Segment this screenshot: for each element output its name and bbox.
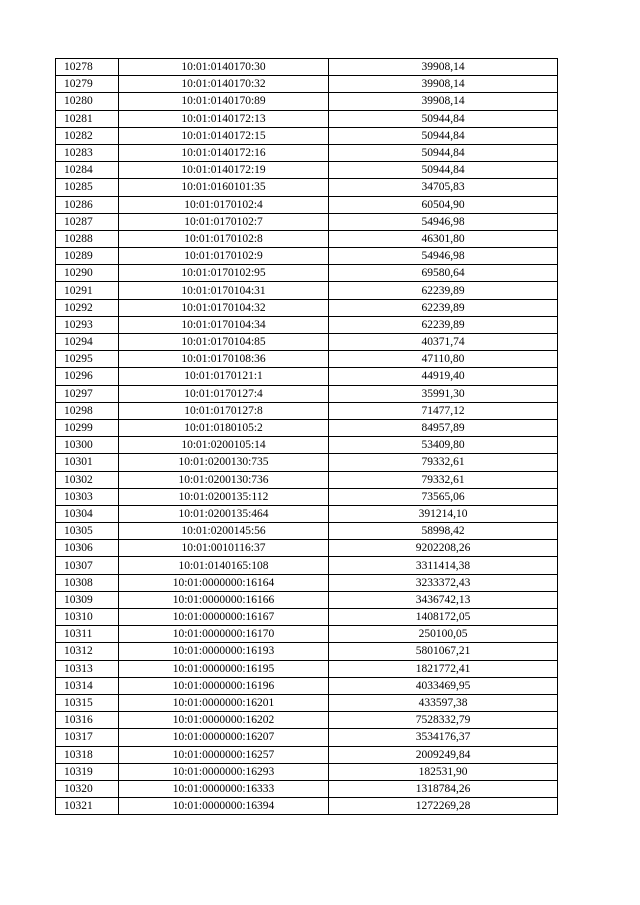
table-row xyxy=(56,540,558,557)
cadastral-value-cell: 182531,90 xyxy=(329,763,558,780)
row-number-cell: 10310 xyxy=(56,609,119,626)
cadastral-number-cell: 10:01:0140165:108 xyxy=(119,557,329,574)
table-row xyxy=(56,110,558,127)
cadastral-number-cell: 10:01:0000000:16394 xyxy=(119,798,329,815)
cadastral-number-cell: 10:01:0170104:34 xyxy=(119,316,329,333)
table-row xyxy=(56,162,558,179)
cadastral-number-cell: 10:01:0200145:56 xyxy=(119,523,329,540)
cadastral-value-cell: 84957,89 xyxy=(329,419,558,436)
table-row xyxy=(56,574,558,591)
cadastral-value-cell: 433597,38 xyxy=(329,694,558,711)
cadastral-number-cell: 10:01:0140172:15 xyxy=(119,127,329,144)
table-row xyxy=(56,780,558,797)
cadastral-number-cell: 10:01:0000000:16196 xyxy=(119,677,329,694)
row-number-cell: 10281 xyxy=(56,110,119,127)
cadastral-number-cell: 10:01:0170102:9 xyxy=(119,248,329,265)
cadastral-number-cell: 10:01:0010116:37 xyxy=(119,540,329,557)
row-number-cell: 10290 xyxy=(56,265,119,282)
row-number-cell: 10311 xyxy=(56,626,119,643)
table-row xyxy=(56,419,558,436)
table-row xyxy=(56,59,558,76)
row-number-cell: 10321 xyxy=(56,798,119,815)
table-row xyxy=(56,471,558,488)
cadastral-value-cell: 50944,84 xyxy=(329,127,558,144)
row-number-cell: 10285 xyxy=(56,179,119,196)
table-row xyxy=(56,729,558,746)
cadastral-value-cell: 9202208,26 xyxy=(329,540,558,557)
cadastral-number-cell: 10:01:0140170:32 xyxy=(119,76,329,93)
row-number-cell: 10308 xyxy=(56,574,119,591)
cadastral-value-cell: 60504,90 xyxy=(329,196,558,213)
cadastral-number-cell: 10:01:0170102:4 xyxy=(119,196,329,213)
cadastral-number-cell: 10:01:0170104:31 xyxy=(119,282,329,299)
table-row xyxy=(56,694,558,711)
table-row xyxy=(56,93,558,110)
cadastral-value-cell: 39908,14 xyxy=(329,93,558,110)
cadastral-value-cell: 53409,80 xyxy=(329,437,558,454)
cadastral-number-cell: 10:01:0000000:16193 xyxy=(119,643,329,660)
cadastral-number-cell: 10:01:0170102:8 xyxy=(119,230,329,247)
row-number-cell: 10306 xyxy=(56,540,119,557)
row-number-cell: 10278 xyxy=(56,59,119,76)
cadastral-value-cell: 35991,30 xyxy=(329,385,558,402)
cadastral-number-cell: 10:01:0170127:4 xyxy=(119,385,329,402)
row-number-cell: 10283 xyxy=(56,144,119,161)
cadastral-number-cell: 10:01:0000000:16164 xyxy=(119,574,329,591)
cadastral-number-cell: 10:01:0000000:16207 xyxy=(119,729,329,746)
cadastral-number-cell: 10:01:0000000:16293 xyxy=(119,763,329,780)
row-number-cell: 10320 xyxy=(56,780,119,797)
cadastral-number-cell: 10:01:0000000:16257 xyxy=(119,746,329,763)
row-number-cell: 10296 xyxy=(56,368,119,385)
cadastral-number-cell: 10:01:0000000:16333 xyxy=(119,780,329,797)
cadastral-value-cell: 1408172,05 xyxy=(329,609,558,626)
table-row xyxy=(56,385,558,402)
table-row xyxy=(56,334,558,351)
cadastral-value-cell: 3233372,43 xyxy=(329,574,558,591)
cadastral-number-cell: 10:01:0000000:16166 xyxy=(119,591,329,608)
table-row xyxy=(56,746,558,763)
row-number-cell: 10291 xyxy=(56,282,119,299)
table-row xyxy=(56,196,558,213)
row-number-cell: 10286 xyxy=(56,196,119,213)
cadastral-value-cell: 62239,89 xyxy=(329,282,558,299)
table-row xyxy=(56,437,558,454)
cadastral-number-cell: 10:01:0140172:13 xyxy=(119,110,329,127)
row-number-cell: 10319 xyxy=(56,763,119,780)
table-row xyxy=(56,402,558,419)
cadastral-value-cell: 71477,12 xyxy=(329,402,558,419)
table-row xyxy=(56,798,558,815)
row-number-cell: 10289 xyxy=(56,248,119,265)
cadastral-number-cell: 10:01:0140172:19 xyxy=(119,162,329,179)
table-row xyxy=(56,316,558,333)
cadastral-number-cell: 10:01:0140170:89 xyxy=(119,93,329,110)
document-page xyxy=(55,58,547,815)
row-number-cell: 10295 xyxy=(56,351,119,368)
cadastral-value-cell: 62239,89 xyxy=(329,316,558,333)
cadastral-number-cell: 10:01:0160101:35 xyxy=(119,179,329,196)
cadastral-number-cell: 10:01:0200105:14 xyxy=(119,437,329,454)
cadastral-number-cell: 10:01:0170108:36 xyxy=(119,351,329,368)
cadastral-number-cell: 10:01:0170127:8 xyxy=(119,402,329,419)
cadastral-value-cell: 50944,84 xyxy=(329,144,558,161)
cadastral-number-cell: 10:01:0200135:112 xyxy=(119,488,329,505)
row-number-cell: 10307 xyxy=(56,557,119,574)
table-row xyxy=(56,230,558,247)
cadastral-value-cell: 62239,89 xyxy=(329,299,558,316)
row-number-cell: 10279 xyxy=(56,76,119,93)
cadastral-value-cell: 50944,84 xyxy=(329,110,558,127)
cadastral-value-cell: 391214,10 xyxy=(329,505,558,522)
cadastral-value-cell: 54946,98 xyxy=(329,248,558,265)
table-row xyxy=(56,351,558,368)
cadastral-value-cell: 54946,98 xyxy=(329,213,558,230)
table-row xyxy=(56,557,558,574)
cadastral-number-cell: 10:01:0170102:7 xyxy=(119,213,329,230)
cadastral-number-cell: 10:01:0180105:2 xyxy=(119,419,329,436)
cadastral-value-cell: 250100,05 xyxy=(329,626,558,643)
row-number-cell: 10303 xyxy=(56,488,119,505)
cadastral-value-cell: 79332,61 xyxy=(329,454,558,471)
cadastral-value-cell: 2009249,84 xyxy=(329,746,558,763)
cadastral-number-cell: 10:01:0170121:1 xyxy=(119,368,329,385)
cadastral-value-cell: 1272269,28 xyxy=(329,798,558,815)
cadastral-number-cell: 10:01:0200135:464 xyxy=(119,505,329,522)
table-row xyxy=(56,660,558,677)
row-number-cell: 10312 xyxy=(56,643,119,660)
row-number-cell: 10297 xyxy=(56,385,119,402)
row-number-cell: 10294 xyxy=(56,334,119,351)
cadastral-value-cell: 3534176,37 xyxy=(329,729,558,746)
row-number-cell: 10280 xyxy=(56,93,119,110)
table-row xyxy=(56,626,558,643)
cadastral-number-cell: 10:01:0000000:16201 xyxy=(119,694,329,711)
row-number-cell: 10288 xyxy=(56,230,119,247)
cadastral-number-cell: 10:01:0170102:95 xyxy=(119,265,329,282)
cadastral-value-cell: 4033469,95 xyxy=(329,677,558,694)
table-body xyxy=(56,59,558,815)
row-number-cell: 10284 xyxy=(56,162,119,179)
table-row xyxy=(56,368,558,385)
cadastral-value-cell: 39908,14 xyxy=(329,59,558,76)
row-number-cell: 10313 xyxy=(56,660,119,677)
table-row xyxy=(56,127,558,144)
cadastral-value-cell: 79332,61 xyxy=(329,471,558,488)
table-row xyxy=(56,712,558,729)
row-number-cell: 10287 xyxy=(56,213,119,230)
row-number-cell: 10304 xyxy=(56,505,119,522)
row-number-cell: 10314 xyxy=(56,677,119,694)
table-row xyxy=(56,643,558,660)
cadastral-number-cell: 10:01:0140172:16 xyxy=(119,144,329,161)
cadastral-number-cell: 10:01:0200130:735 xyxy=(119,454,329,471)
row-number-cell: 10316 xyxy=(56,712,119,729)
row-number-cell: 10282 xyxy=(56,127,119,144)
cadastral-value-cell: 3311414,38 xyxy=(329,557,558,574)
table-row xyxy=(56,282,558,299)
table-row xyxy=(56,454,558,471)
row-number-cell: 10305 xyxy=(56,523,119,540)
table-row xyxy=(56,763,558,780)
cadastral-number-cell: 10:01:0000000:16195 xyxy=(119,660,329,677)
cadastral-number-cell: 10:01:0200130:736 xyxy=(119,471,329,488)
cadastral-value-cell: 1821772,41 xyxy=(329,660,558,677)
row-number-cell: 10318 xyxy=(56,746,119,763)
row-number-cell: 10300 xyxy=(56,437,119,454)
cadastral-number-cell: 10:01:0170104:32 xyxy=(119,299,329,316)
row-number-cell: 10292 xyxy=(56,299,119,316)
cadastral-value-cell: 39908,14 xyxy=(329,76,558,93)
cadastral-value-cell: 7528332,79 xyxy=(329,712,558,729)
cadastral-value-cell: 1318784,26 xyxy=(329,780,558,797)
row-number-cell: 10298 xyxy=(56,402,119,419)
cadastral-number-cell: 10:01:0140170:30 xyxy=(119,59,329,76)
cadastral-number-cell: 10:01:0000000:16167 xyxy=(119,609,329,626)
cadastral-value-cell: 44919,40 xyxy=(329,368,558,385)
table-row xyxy=(56,488,558,505)
row-number-cell: 10315 xyxy=(56,694,119,711)
table-row xyxy=(56,523,558,540)
cadastral-value-cell: 46301,80 xyxy=(329,230,558,247)
cadastral-value-cell: 3436742,13 xyxy=(329,591,558,608)
table-row xyxy=(56,144,558,161)
table-row xyxy=(56,677,558,694)
cadastral-value-cell: 34705,83 xyxy=(329,179,558,196)
cadastral-value-cell: 47110,80 xyxy=(329,351,558,368)
table-row xyxy=(56,591,558,608)
row-number-cell: 10309 xyxy=(56,591,119,608)
row-number-cell: 10302 xyxy=(56,471,119,488)
cadastral-value-cell: 69580,64 xyxy=(329,265,558,282)
cadastral-value-cell: 40371,74 xyxy=(329,334,558,351)
table-row xyxy=(56,76,558,93)
row-number-cell: 10293 xyxy=(56,316,119,333)
cadastral-number-cell: 10:01:0000000:16202 xyxy=(119,712,329,729)
table-row xyxy=(56,505,558,522)
row-number-cell: 10299 xyxy=(56,419,119,436)
table-row xyxy=(56,248,558,265)
cadastral-value-cell: 73565,06 xyxy=(329,488,558,505)
table-row xyxy=(56,179,558,196)
cadastral-value-cell: 5801067,21 xyxy=(329,643,558,660)
cadastral-number-cell: 10:01:0000000:16170 xyxy=(119,626,329,643)
cadastral-value-cell: 58998,42 xyxy=(329,523,558,540)
table-row xyxy=(56,299,558,316)
table-row xyxy=(56,265,558,282)
cadastral-value-cell: 50944,84 xyxy=(329,162,558,179)
table-row xyxy=(56,609,558,626)
row-number-cell: 10317 xyxy=(56,729,119,746)
row-number-cell: 10301 xyxy=(56,454,119,471)
cadastral-number-cell: 10:01:0170104:85 xyxy=(119,334,329,351)
table-row xyxy=(56,213,558,230)
cadastral-value-table xyxy=(55,58,558,815)
